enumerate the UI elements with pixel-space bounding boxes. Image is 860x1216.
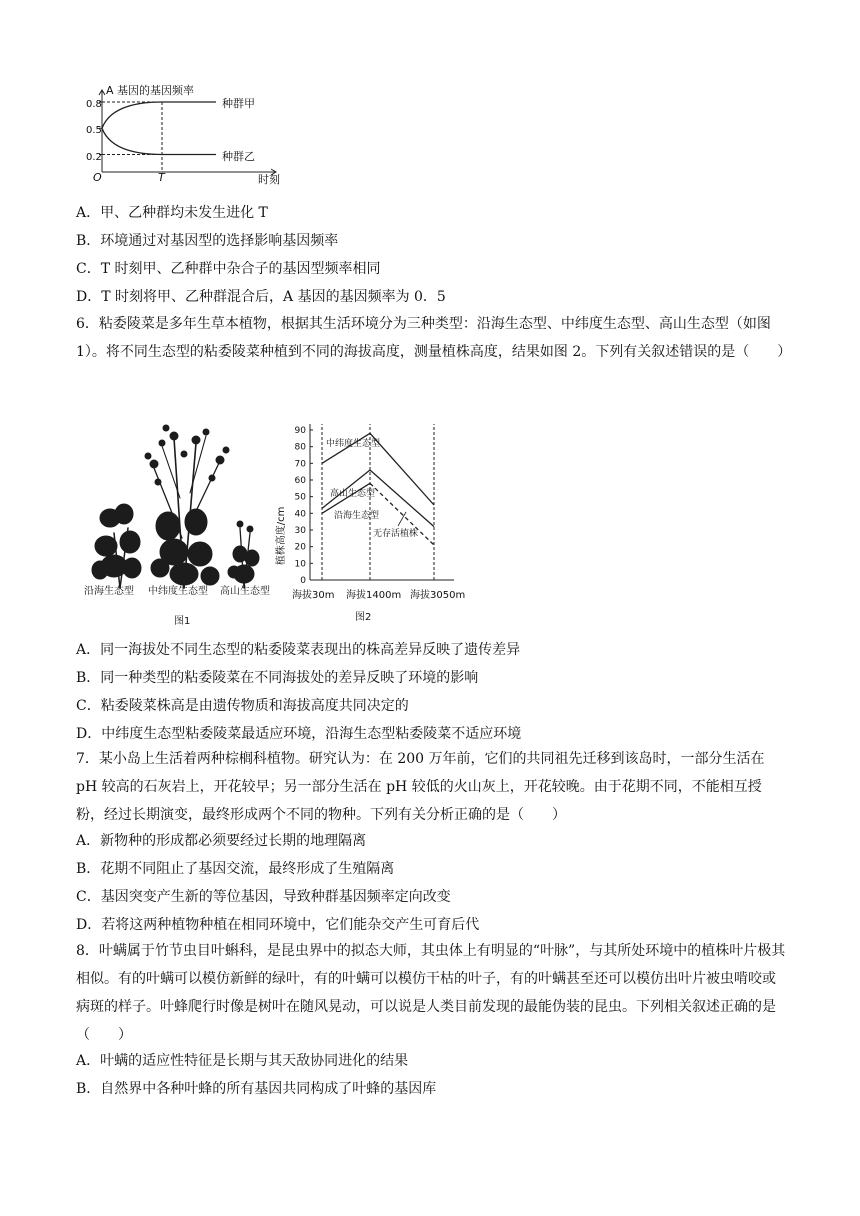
fig1-label: 中纬度生态型	[148, 586, 208, 597]
fig2-y-title: 植株高度/cm	[276, 506, 287, 566]
chart1-y-title: A 基因的基因频率	[106, 84, 195, 97]
fig2-x-tick: 海拔1400m	[346, 590, 402, 601]
series-yi-curve	[102, 128, 216, 154]
fig2-x-tick: 海拔30m	[292, 590, 335, 601]
fig2-x-tick: 海拔3050m	[410, 590, 466, 601]
alpine-series-line	[370, 470, 434, 527]
fig2-y-tick: 50	[294, 492, 306, 503]
q6-option-a: A．同一海拔处不同生态型的粘委陵菜表现出的株高差异反映了遗传差异	[76, 642, 521, 658]
plant-ecotype-figure	[84, 418, 280, 628]
chart1-x-title: 时刻	[258, 173, 280, 186]
fig2-y-tick: 90	[294, 426, 306, 436]
fig1-caption: 图1	[174, 616, 191, 627]
fig1-label: 高山生态型	[220, 586, 270, 597]
plant-height-chart	[270, 408, 480, 628]
q6-stem: 6．粘委陵菜是多年生草本植物，根据其生活环境分为三种类型：沿海生态型、中纬度生态型、高山生态型（如图 1）。将不同生态型的粘委陵菜种植到不同的海拔高度，测量植株高度，结果如图 2。下列有关叙述错误的是（ ）	[76, 316, 792, 360]
chart1-series-label: 种群甲	[222, 97, 255, 110]
chart1-y-tick: 0.2	[86, 152, 102, 163]
fig2-caption: 图2	[355, 612, 372, 623]
q7-option-c: C．基因突变产生新的等位基因，导致种群基因频率定向改变	[76, 889, 451, 905]
fig2-y-tick: 80	[294, 442, 306, 453]
chart1-origin: O	[93, 171, 102, 184]
q5-option-b: B．环境通过对基因型的选择影响基因频率	[76, 233, 339, 249]
coastal-plant-icon	[92, 504, 141, 588]
q5-option-c: C．T 时刻甲、乙种群中杂合子的基因型频率相同	[76, 261, 381, 277]
q8-stem: 8．叶螨属于竹节虫目叶蝌科，是昆虫界中的拟态大师，其虫体上有明显的“叶脉”，与其所处环境中的植株叶片极其相似。有的叶螨可以模仿新鲜的绿叶，有的叶螨可以模仿干枯的叶子，有的叶螨甚至还可以模仿出叶片被虫啃咬或病斑的样子。叶蜂爬行时像是树叶在随风晃动，可以说是人类目前发现的最能伪装的昆虫。下列相关叙述正确的是（ ）	[76, 943, 786, 1043]
q7-stem: 7．某小岛上生活着两种棕榈科植物。研究认为：在 200 万年前，它们的共同祖先迁移到该岛时，一部分生活在 pH 较高的石灰岩上，开花较早；另一部分生活在 pH 较低的火山灰上，开花较晚。由于花期不同，不能相互授粉，经过长期演变，最终形成两个不同的物种。下列有关分析正确的是（ ）	[76, 751, 765, 823]
fig2-annotation: 无存活植株	[373, 529, 419, 539]
q7-option-b: B．花期不同阻止了基因交流，最终形成了生殖隔离	[76, 861, 395, 877]
fig2-series-label: 沿海生态型	[334, 511, 380, 521]
fig2-y-tick: 60	[294, 476, 306, 486]
mid-latitude-plant-icon	[145, 425, 229, 588]
chart1-y-tick: 0.8	[86, 99, 102, 110]
fig2-series-label: 中纬度生态型	[326, 439, 381, 449]
gene-frequency-chart	[84, 84, 294, 190]
alpine-plant-icon	[228, 521, 259, 588]
fig2-y-tick: 10	[294, 559, 306, 570]
q7-option-a: A．新物种的形成都必须要经过长期的地理隔离	[76, 833, 367, 849]
q5-option-a: A．甲、乙种群均未发生进化 T	[76, 205, 268, 221]
chart1-x-tick: T	[158, 171, 165, 184]
fig2-y-tick: 70	[294, 459, 306, 470]
fig1-label: 沿海生态型	[84, 586, 134, 597]
q6-option-c: C．粘委陵菜株高是由遗传物质和海拔高度共同决定的	[76, 698, 409, 714]
fig2-y-tick: 30	[294, 526, 306, 536]
q5-option-d: D．T 时刻将甲、乙种群混合后，A 基因的基因频率为 0．5	[76, 289, 446, 305]
series-jia-curve	[102, 102, 216, 128]
fig2-series-label: 高山生态型	[330, 489, 376, 499]
chart1-series-label: 种群乙	[222, 150, 255, 163]
q8-option-b: B．自然界中各种叶蜂的所有基因共同构成了叶蜂的基因库	[76, 1081, 437, 1097]
q8-option-a: A．叶螨的适应性特征是长期与其天敌协同进化的结果	[76, 1053, 409, 1069]
fig2-y-tick: 20	[294, 542, 306, 553]
fig2-y-tick: 0	[300, 576, 306, 586]
q6-option-d: D．中纬度生态型粘委陵菜最适应环境，沿海生态型粘委陵菜不适应环境	[76, 726, 522, 742]
q6-option-b: B．同一种类型的粘委陵菜在不同海拔处的差异反映了环境的影响	[76, 670, 479, 686]
q7-option-d: D．若将这两种植物种植在相同环境中，它们能杂交产生可育后代	[76, 917, 480, 933]
chart1-y-tick: 0.5	[86, 125, 102, 136]
fig2-y-tick: 40	[294, 509, 306, 520]
